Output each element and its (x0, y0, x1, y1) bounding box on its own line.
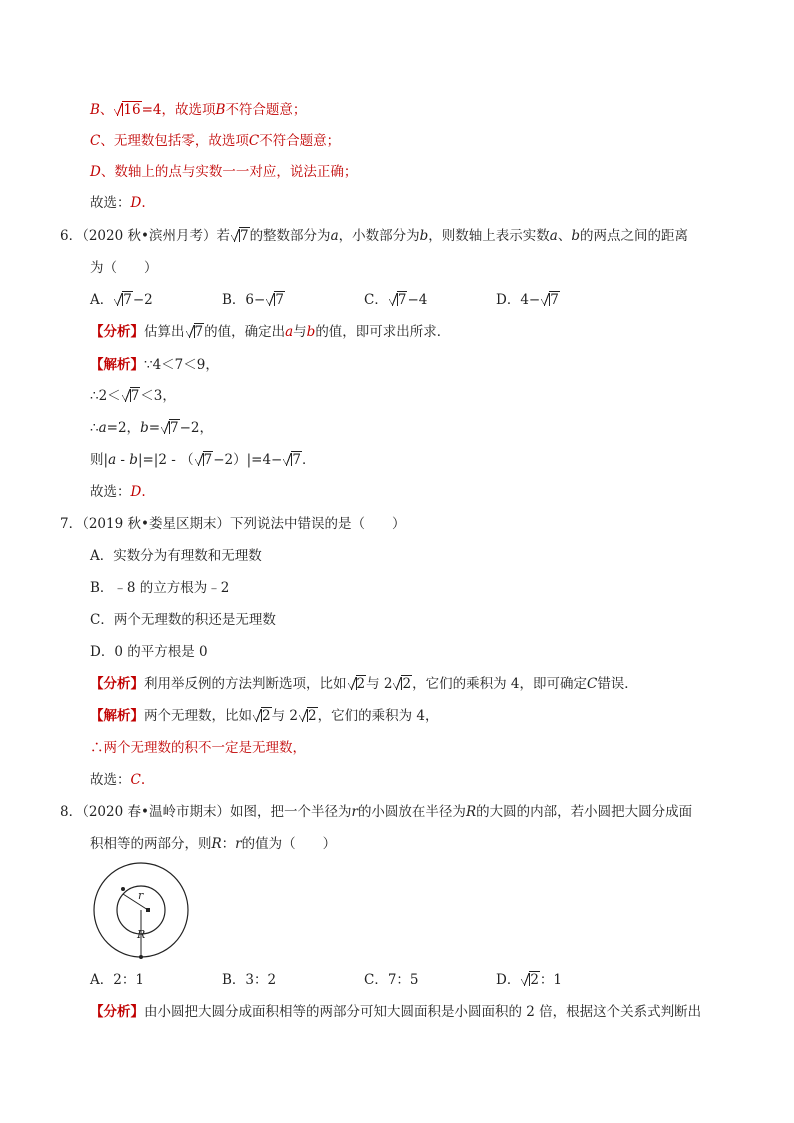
var-b: b (306, 324, 316, 340)
q6-stem-text: 若 (216, 228, 230, 244)
q7-option-c[interactable]: C．两个无理数的积还是无理数 (90, 612, 276, 628)
analysis-letter: C (586, 676, 598, 692)
var-a: a (98, 420, 107, 436)
solution-text: ∴ (90, 420, 99, 436)
analysis-tag: 【分析】 (90, 1004, 144, 1020)
q8-analysis (90, 1002, 701, 1022)
q6-radicand: 7 (170, 420, 179, 436)
q5-b-mid: =4，故选项 (141, 102, 216, 118)
var-b: b (571, 228, 580, 244)
q5-b-sep: 、 (99, 102, 114, 118)
q5-option-c-explanation (90, 131, 340, 151)
sqrt-symbol (114, 100, 141, 120)
solution-text: 则| (90, 452, 109, 468)
answer-prefix: 故选： (90, 772, 131, 788)
q6-option-d[interactable] (496, 290, 560, 310)
solution-text: 两个无理数，比如 (144, 708, 252, 724)
q5-b-letter: B (90, 102, 100, 118)
q5-b-post: 不符合题意； (225, 102, 307, 118)
q6-solution-2 (90, 386, 176, 406)
q8-stem-text: 的大圆的内部，若小圆把大圆分成面 (476, 804, 693, 820)
option-text: ：1 (539, 972, 563, 988)
q5-c-option-letter: C (248, 133, 260, 149)
q5-c-post: 不符合题意； (259, 133, 341, 149)
label-r: r (138, 889, 144, 902)
q6-answer (90, 482, 146, 502)
option-pre: 6− (245, 292, 266, 308)
q5-c-mid: 、无理数包括零，故选项 (100, 133, 249, 149)
radicand-2: 2 (307, 708, 317, 724)
answer-prefix: 故选： (90, 484, 131, 500)
q8-option-c[interactable] (364, 970, 419, 990)
q7-analysis (90, 674, 638, 694)
question-source: （2020 秋•滨州月考） (82, 228, 217, 244)
q8-option-a[interactable] (90, 970, 144, 990)
q6-radicand: 7 (130, 388, 140, 404)
var-b: b (419, 228, 429, 244)
q6-stem-text: 的整数部分为 (249, 228, 331, 244)
radicand-2: 2 (402, 676, 412, 692)
option-pre: 4− (520, 292, 541, 308)
option-text: 3：2 (245, 972, 277, 988)
option-text: 7：5 (387, 972, 419, 988)
analysis-text: 的值，确定出 (204, 324, 286, 340)
option-label: B． (222, 292, 246, 308)
answer-prefix: 故选： (90, 195, 131, 211)
analysis-tag: 【分析】 (90, 324, 144, 340)
question-source: （2019 秋•娄星区期末） (82, 516, 230, 532)
solution-text: −2， (179, 420, 214, 436)
sqrt-symbol (161, 418, 180, 438)
question-number: 8． (60, 804, 83, 820)
q6-stem-text: ，小数部分为 (338, 228, 420, 244)
option-text: 2：1 (113, 972, 144, 988)
q6-option-b[interactable] (222, 290, 285, 310)
sqrt-symbol (541, 290, 560, 310)
question-number: 6． (60, 228, 83, 244)
q6-radicand: 7 (292, 452, 301, 468)
sqrt-symbol (266, 290, 285, 310)
sqrt-symbol (186, 322, 205, 342)
var-r: r (351, 804, 358, 820)
option-radicand: 7 (275, 292, 284, 308)
solution-text: ∴两个无理数的积不一定是无理数， (90, 740, 306, 756)
q7-solution-1 (90, 706, 438, 726)
answer-period: . (141, 484, 146, 500)
q7-option-b[interactable]: B．﹣8 的立方根为﹣2 (90, 580, 230, 596)
analysis-text: 与 2 (366, 676, 393, 692)
sqrt-symbol (253, 706, 272, 726)
question-number: 7． (60, 516, 83, 532)
answer-period: . (140, 772, 146, 788)
point-bottom (139, 955, 143, 959)
label-R: R (137, 928, 146, 941)
q8-stem-text: 的值为（ ） (241, 836, 337, 852)
circles-figure (90, 862, 198, 966)
q8-stem-line1 (60, 802, 692, 822)
q8-stem-text: 积相等的两部分，则 (90, 836, 212, 852)
q6-option-c[interactable] (364, 290, 427, 310)
sqrt-symbol (231, 226, 250, 246)
radicand-2: 2 (356, 676, 366, 692)
solution-text: |=|2 - （ (137, 452, 194, 468)
option-post: −4 (407, 292, 428, 308)
sqrt-symbol (348, 674, 367, 694)
q8-stem-line2 (90, 834, 336, 854)
q6-radicand: 7 (239, 228, 249, 244)
q6-stem-line1 (60, 226, 688, 246)
analysis-text: 估算出 (144, 324, 185, 340)
q6-stem-text: ，则数轴上表示实数 (428, 228, 550, 244)
q5-b-radicand: 16 (123, 102, 141, 118)
sqrt-symbol (122, 386, 141, 406)
q7-stem-text: 下列说法中错误的是（ ） (229, 516, 406, 532)
sqrt-symbol (114, 290, 133, 310)
analysis-text: 利用举反例的方法判断选项，比如 (144, 676, 347, 692)
q7-stem (60, 514, 405, 534)
q5-c-letter: C (90, 133, 101, 149)
q8-stem-text: 的小圆放在半径为 (357, 804, 466, 820)
var-a: a (285, 324, 294, 340)
var-R: R (465, 804, 477, 820)
var-R: R (211, 836, 222, 852)
option-post: −2 (132, 292, 153, 308)
q6-option-a[interactable] (90, 290, 153, 310)
answer-letter: D (130, 484, 142, 500)
q7-solution-2 (90, 738, 306, 758)
q6-analysis (90, 322, 450, 342)
var-r: r (235, 836, 242, 852)
analysis-text: 与 (293, 324, 307, 340)
q5-b-option-letter: B (215, 102, 226, 118)
q6-solution-1 (90, 355, 219, 375)
solution-text: −2）|=4− (213, 452, 283, 468)
question-source: （2020 春•温岭市期末） (82, 804, 230, 820)
radicand-2: 2 (262, 708, 271, 724)
solution-text: 与 2 (271, 708, 298, 724)
radius-r-line (123, 894, 148, 910)
q8-stem-text: 如图，把一个半径为 (229, 804, 352, 820)
solution-text: ＜3， (140, 388, 176, 404)
option-label: D． (496, 972, 521, 988)
q5-option-b-explanation (90, 100, 306, 120)
analysis-text: 错误． (597, 676, 638, 692)
answer-period: . (141, 195, 146, 211)
sqrt-symbol (389, 290, 408, 310)
answer-letter: D (130, 195, 142, 211)
center-point (146, 908, 150, 912)
q6-radicand: 7 (194, 324, 204, 340)
q8-stem-text: ： (221, 836, 236, 852)
q6-stem-text: 的两点之间的距离 (580, 228, 688, 244)
sqrt-symbol (393, 674, 412, 694)
solution-text: - (116, 452, 130, 468)
q7-option-a[interactable]: A．实数分为有理数和无理数 (90, 548, 262, 564)
var-a: a (108, 452, 117, 468)
var-a: a (549, 228, 558, 244)
option-radicand: 7 (123, 292, 132, 308)
var-b: b (129, 452, 138, 468)
solution-text: ，它们的乘积为 4， (317, 708, 439, 724)
sqrt-symbol (521, 970, 540, 990)
analysis-text: 由小圆把大圆分成面积相等的两部分可知大圆面积是小圆面积的 2 倍，根据这个关系式判断出 (144, 1004, 702, 1020)
option-label: A． (90, 292, 114, 308)
solution-tag: 【解析】 (90, 357, 144, 373)
solution-text: ∵4＜7＜9， (144, 357, 219, 373)
solution-text: ∴2＜ (90, 388, 121, 404)
point-top-left (121, 887, 125, 891)
option-label: C． (364, 292, 388, 308)
sqrt-symbol (299, 706, 318, 726)
solution-text: ． (301, 452, 316, 468)
option-label: D． (496, 292, 521, 308)
q6-radicand: 7 (203, 452, 213, 468)
q6-stem-text: 为（ ） (90, 260, 158, 276)
q6-solution-4 (90, 450, 315, 470)
q7-answer (90, 770, 145, 790)
var-a: a (330, 228, 339, 244)
q5-option-d-explanation (90, 162, 357, 182)
q7-option-d[interactable]: D．0 的平方根是 0 (90, 644, 208, 660)
var-b: b (140, 420, 149, 436)
q5-answer (90, 193, 146, 213)
q5-d-text: 、数轴上的点与实数一一对应，说法正确； (100, 164, 358, 180)
option-label: C． (364, 972, 388, 988)
q6-solution-3 (90, 418, 213, 438)
option-radicand: 7 (397, 292, 407, 308)
analysis-tag: 【分析】 (90, 676, 144, 692)
q8-option-b[interactable] (222, 970, 276, 990)
sqrt-symbol (195, 450, 214, 470)
q5-d-letter: D (90, 164, 101, 180)
q8-option-d[interactable] (496, 970, 562, 990)
option-label: B． (222, 972, 246, 988)
option-radicand: 2 (530, 972, 539, 988)
solution-text: =2， (106, 420, 141, 436)
answer-letter: C (130, 772, 141, 788)
option-radicand: 7 (550, 292, 559, 308)
solution-text: = (148, 420, 161, 436)
solution-tag: 【解析】 (90, 708, 144, 724)
sqrt-symbol (283, 450, 302, 470)
q6-stem-line2 (90, 258, 158, 278)
analysis-text: 的值，即可求出所求． (315, 324, 451, 340)
q6-stem-text: 、 (557, 228, 572, 244)
analysis-text: ，它们的乘积为 4，即可确定 (412, 676, 587, 692)
option-label: A． (90, 972, 114, 988)
